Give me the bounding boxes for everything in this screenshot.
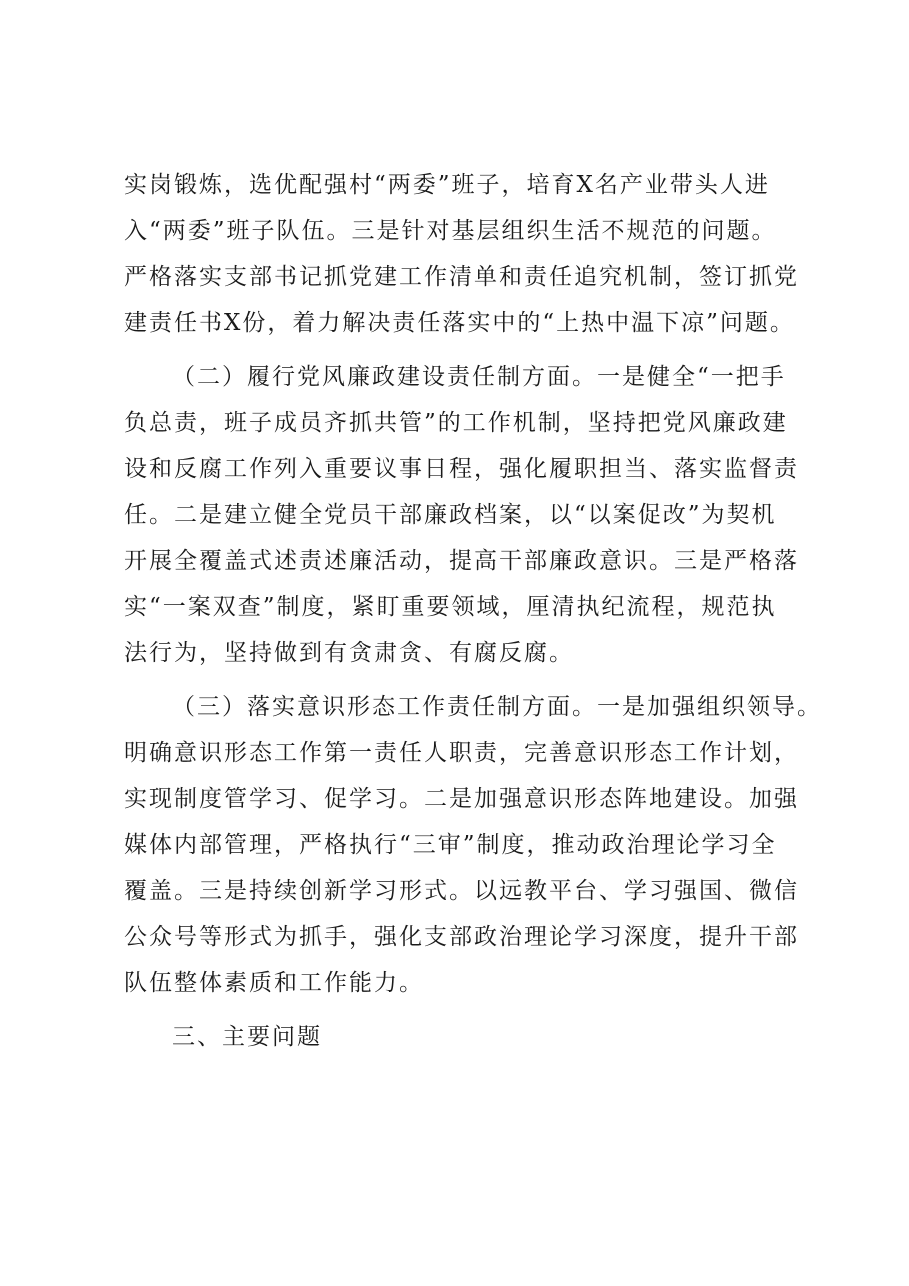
text-line: 负总责，班子成员齐抓共管”的工作机制，坚持把党风廉政建 [124,410,788,436]
text-line: 媒体内部管理，严格执行“三审”制度，推动政治理论学习全 [124,832,777,858]
section-heading-3: （三）落实意识形态工作责任制方面。一是加强组织领导。 [172,694,822,720]
text-line: 建责任书X份，着力解决责任落实中的“上热中温下凉”问题。 [124,310,795,336]
text-line: 队伍整体素质和工作能力。 [124,970,424,996]
text-line: 明确意识形态工作第一责任人职责，完善意识形态工作计划， [124,740,799,766]
text-line: 实“一案双查”制度，紧盯重要领域，厘清执纪流程，规范执 [124,594,777,620]
text-line: 覆盖。三是持续创新学习形式。以远教平台、学习强国、微信 [124,878,799,904]
text-line: 实现制度管学习、促学习。二是加强意识形态阵地建设。加强 [124,786,799,812]
text-line: 公众号等形式为抓手，强化支部政治理论学习深度，提升干部 [124,924,799,950]
text-line: 法行为，坚持做到有贪肃贪、有腐反腐。 [124,640,574,666]
text-line: 设和反腐工作列入重要议事日程，强化履职担当、落实监督责 [124,456,799,482]
text-line: 开展全覆盖式述责述廉活动，提高干部廉政意识。三是严格落 [124,548,799,574]
text-line: 实岗锻炼，选优配强村“两委”班子，培育X名产业带头人进 [124,172,770,198]
text-line: 入“两委”班子队伍。三是针对基层组织生活不规范的问题。 [124,218,777,244]
section-heading-2: （二）履行党风廉政建设责任制方面。一是健全“一把手 [172,364,786,390]
section-title: 三、主要问题 [172,1024,322,1050]
text-line: 严格落实支部书记抓党建工作清单和责任追究机制，签订抓党 [124,264,799,290]
text-line: 任。二是建立健全党员干部廉政档案，以“以案促改”为契机 [124,502,777,528]
